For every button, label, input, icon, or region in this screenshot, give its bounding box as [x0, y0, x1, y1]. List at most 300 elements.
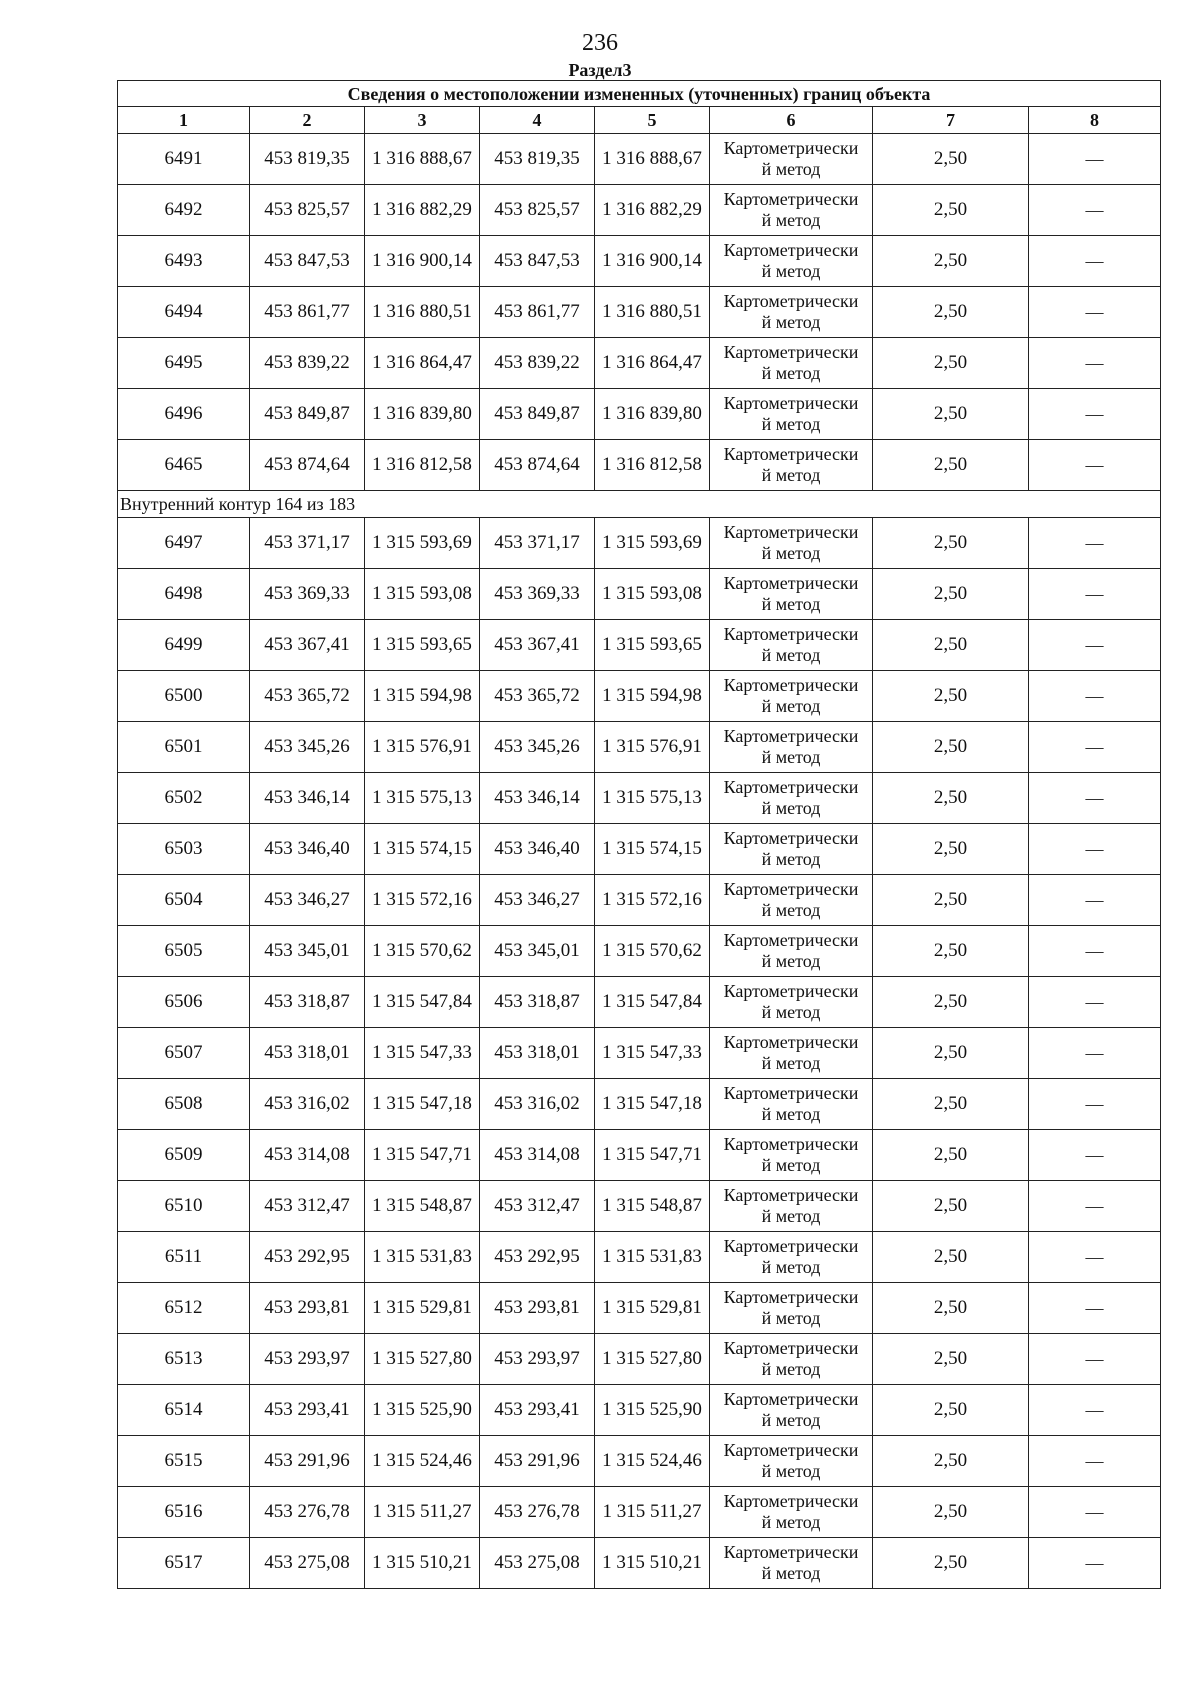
coord-y-refined: 1 316 880,51 [595, 287, 710, 338]
method-text-line2: й метод [761, 1308, 821, 1328]
method-text-line1: Картометрически [723, 981, 859, 1001]
method-text-line1: Картометрически [723, 1185, 859, 1205]
table-row [118, 236, 1161, 287]
method-cell [710, 185, 873, 236]
coord-x-existing: 453 314,08 [250, 1130, 365, 1181]
column-header: 2 [250, 107, 365, 134]
method-text-line2: й метод [761, 747, 821, 767]
point-number: 6494 [118, 287, 250, 338]
precision-value: 2,50 [873, 824, 1029, 875]
coord-y-refined: 1 315 547,33 [595, 1028, 710, 1079]
method-text-line2: й метод [761, 1359, 821, 1379]
coord-x-refined: 453 346,40 [480, 824, 595, 875]
coord-x-existing: 453 292,95 [250, 1232, 365, 1283]
dash-cell: — [1029, 824, 1161, 875]
coord-y-refined: 1 315 593,69 [595, 518, 710, 569]
coord-y-existing: 1 315 527,80 [365, 1334, 480, 1385]
coord-y-refined: 1 316 882,29 [595, 185, 710, 236]
method-cell [710, 287, 873, 338]
coord-x-existing: 453 293,81 [250, 1283, 365, 1334]
dash-cell: — [1029, 440, 1161, 491]
method-text-line1: Картометрически [723, 675, 859, 695]
precision-value: 2,50 [873, 620, 1029, 671]
method-cell [710, 236, 873, 287]
method-text-line2: й метод [761, 363, 821, 383]
method-text-line2: й метод [761, 849, 821, 869]
point-number: 6506 [118, 977, 250, 1028]
table-row [118, 671, 1161, 722]
method-text-line2: й метод [761, 951, 821, 971]
method-cell [710, 569, 873, 620]
method-text-line1: Картометрически [723, 342, 859, 362]
point-number: 6514 [118, 1385, 250, 1436]
precision-value: 2,50 [873, 1436, 1029, 1487]
method-cell [710, 926, 873, 977]
method-cell [710, 1028, 873, 1079]
coord-x-refined: 453 839,22 [480, 338, 595, 389]
coord-y-existing: 1 315 510,21 [365, 1538, 480, 1589]
precision-value: 2,50 [873, 722, 1029, 773]
coord-x-existing: 453 371,17 [250, 518, 365, 569]
dash-cell: — [1029, 1385, 1161, 1436]
table-row [118, 1079, 1161, 1130]
precision-value: 2,50 [873, 773, 1029, 824]
precision-value: 2,50 [873, 389, 1029, 440]
method-text-line2: й метод [761, 645, 821, 665]
method-text-line2: й метод [761, 1563, 821, 1583]
method-cell [710, 1385, 873, 1436]
method-text-line2: й метод [761, 900, 821, 920]
precision-value: 2,50 [873, 236, 1029, 287]
dash-cell: — [1029, 926, 1161, 977]
column-header: 7 [873, 107, 1029, 134]
table-row [118, 926, 1161, 977]
dash-cell: — [1029, 518, 1161, 569]
coord-y-refined: 1 315 575,13 [595, 773, 710, 824]
method-cell [710, 1181, 873, 1232]
method-cell [710, 1283, 873, 1334]
method-text-line2: й метод [761, 1002, 821, 1022]
coord-x-existing: 453 275,08 [250, 1538, 365, 1589]
coord-x-refined: 453 847,53 [480, 236, 595, 287]
point-number: 6491 [118, 134, 250, 185]
point-number: 6517 [118, 1538, 250, 1589]
coord-y-refined: 1 315 529,81 [595, 1283, 710, 1334]
dash-cell: — [1029, 287, 1161, 338]
precision-value: 2,50 [873, 1283, 1029, 1334]
table-row [118, 1181, 1161, 1232]
table-row [118, 185, 1161, 236]
coord-y-refined: 1 315 510,21 [595, 1538, 710, 1589]
table-row [118, 1232, 1161, 1283]
coord-y-refined: 1 315 570,62 [595, 926, 710, 977]
point-number: 6500 [118, 671, 250, 722]
coord-x-refined: 453 293,81 [480, 1283, 595, 1334]
coord-x-refined: 453 367,41 [480, 620, 595, 671]
coord-y-existing: 1 315 572,16 [365, 875, 480, 926]
coord-x-existing: 453 316,02 [250, 1079, 365, 1130]
precision-value: 2,50 [873, 1538, 1029, 1589]
method-text-line2: й метод [761, 1410, 821, 1430]
table-row [118, 824, 1161, 875]
point-number: 6492 [118, 185, 250, 236]
coord-x-refined: 453 819,35 [480, 134, 595, 185]
point-number: 6516 [118, 1487, 250, 1538]
coord-y-refined: 1 315 548,87 [595, 1181, 710, 1232]
method-cell [710, 977, 873, 1028]
precision-value: 2,50 [873, 440, 1029, 491]
point-number: 6495 [118, 338, 250, 389]
coord-x-refined: 453 365,72 [480, 671, 595, 722]
coord-y-refined: 1 315 547,84 [595, 977, 710, 1028]
coord-y-existing: 1 315 594,98 [365, 671, 480, 722]
precision-value: 2,50 [873, 287, 1029, 338]
precision-value: 2,50 [873, 1079, 1029, 1130]
dash-cell: — [1029, 1028, 1161, 1079]
method-cell [710, 518, 873, 569]
dash-cell: — [1029, 1181, 1161, 1232]
coord-y-existing: 1 316 839,80 [365, 389, 480, 440]
table-row [118, 977, 1161, 1028]
dash-cell: — [1029, 875, 1161, 926]
coord-x-refined: 453 314,08 [480, 1130, 595, 1181]
method-cell [710, 773, 873, 824]
coord-y-refined: 1 315 547,18 [595, 1079, 710, 1130]
coord-y-existing: 1 315 531,83 [365, 1232, 480, 1283]
method-cell [710, 722, 873, 773]
precision-value: 2,50 [873, 185, 1029, 236]
point-number: 6503 [118, 824, 250, 875]
coord-x-refined: 453 371,17 [480, 518, 595, 569]
coord-y-refined: 1 315 593,08 [595, 569, 710, 620]
method-cell [710, 1079, 873, 1130]
coord-x-refined: 453 346,14 [480, 773, 595, 824]
coord-x-refined: 453 316,02 [480, 1079, 595, 1130]
table-row [118, 1487, 1161, 1538]
table-row [118, 722, 1161, 773]
contour-label: Внутренний контур 164 из 183 [118, 491, 1161, 518]
method-text-line2: й метод [761, 1512, 821, 1532]
method-cell [710, 1334, 873, 1385]
coord-x-refined: 453 293,97 [480, 1334, 595, 1385]
method-text-line2: й метод [761, 159, 821, 179]
page-number: 236 [582, 30, 618, 56]
coord-x-refined: 453 318,01 [480, 1028, 595, 1079]
coord-y-existing: 1 315 593,08 [365, 569, 480, 620]
coord-y-refined: 1 315 576,91 [595, 722, 710, 773]
method-cell [710, 440, 873, 491]
coord-y-refined: 1 315 547,71 [595, 1130, 710, 1181]
method-text-line1: Картометрически [723, 291, 859, 311]
method-text-line2: й метод [761, 1155, 821, 1175]
coord-x-existing: 453 839,22 [250, 338, 365, 389]
table-row [118, 518, 1161, 569]
coord-y-existing: 1 315 547,71 [365, 1130, 480, 1181]
method-cell [710, 1538, 873, 1589]
coord-y-existing: 1 315 575,13 [365, 773, 480, 824]
precision-value: 2,50 [873, 977, 1029, 1028]
method-text-line1: Картометрически [723, 1287, 859, 1307]
method-cell [710, 824, 873, 875]
table-row [118, 1436, 1161, 1487]
method-text-line1: Картометрически [723, 189, 859, 209]
method-text-line1: Картометрически [723, 522, 859, 542]
dash-cell: — [1029, 1283, 1161, 1334]
column-header: 4 [480, 107, 595, 134]
coord-x-existing: 453 369,33 [250, 569, 365, 620]
dash-cell: — [1029, 620, 1161, 671]
dash-cell: — [1029, 1436, 1161, 1487]
table-row [118, 1385, 1161, 1436]
point-number: 6511 [118, 1232, 250, 1283]
point-number: 6505 [118, 926, 250, 977]
point-number: 6509 [118, 1130, 250, 1181]
coord-x-existing: 453 276,78 [250, 1487, 365, 1538]
coord-y-existing: 1 316 880,51 [365, 287, 480, 338]
method-text-line1: Картометрически [723, 828, 859, 848]
method-text-line1: Картометрически [723, 1440, 859, 1460]
precision-value: 2,50 [873, 1232, 1029, 1283]
method-text-line1: Картометрически [723, 1083, 859, 1103]
dash-cell: — [1029, 338, 1161, 389]
point-number: 6496 [118, 389, 250, 440]
method-text-line1: Картометрически [723, 1236, 859, 1256]
dash-cell: — [1029, 773, 1161, 824]
method-text-line2: й метод [761, 1206, 821, 1226]
point-number: 6502 [118, 773, 250, 824]
coord-x-existing: 453 346,27 [250, 875, 365, 926]
coord-x-refined: 453 825,57 [480, 185, 595, 236]
coord-y-existing: 1 315 593,69 [365, 518, 480, 569]
coord-y-existing: 1 315 547,33 [365, 1028, 480, 1079]
coord-x-refined: 453 292,95 [480, 1232, 595, 1283]
coord-x-refined: 453 849,87 [480, 389, 595, 440]
method-text-line1: Картометрически [723, 1134, 859, 1154]
point-number: 6512 [118, 1283, 250, 1334]
method-text-line2: й метод [761, 1053, 821, 1073]
coord-y-existing: 1 315 574,15 [365, 824, 480, 875]
coordinates-table [117, 80, 1161, 1589]
coord-y-refined: 1 316 839,80 [595, 389, 710, 440]
coord-x-refined: 453 318,87 [480, 977, 595, 1028]
precision-value: 2,50 [873, 338, 1029, 389]
method-text-line1: Картометрически [723, 1338, 859, 1358]
point-number: 6498 [118, 569, 250, 620]
point-number: 6465 [118, 440, 250, 491]
precision-value: 2,50 [873, 1487, 1029, 1538]
coord-x-existing: 453 874,64 [250, 440, 365, 491]
method-text-line2: й метод [761, 594, 821, 614]
table-row [118, 134, 1161, 185]
coord-y-refined: 1 316 900,14 [595, 236, 710, 287]
point-number: 6507 [118, 1028, 250, 1079]
coord-y-existing: 1 315 511,27 [365, 1487, 480, 1538]
coord-y-existing: 1 315 529,81 [365, 1283, 480, 1334]
coord-y-refined: 1 316 864,47 [595, 338, 710, 389]
column-header: 3 [365, 107, 480, 134]
point-number: 6515 [118, 1436, 250, 1487]
dash-cell: — [1029, 1232, 1161, 1283]
method-text-line1: Картометрически [723, 930, 859, 950]
coord-y-existing: 1 315 547,18 [365, 1079, 480, 1130]
precision-value: 2,50 [873, 1181, 1029, 1232]
table-row [118, 1283, 1161, 1334]
precision-value: 2,50 [873, 671, 1029, 722]
coord-y-existing: 1 315 548,87 [365, 1181, 480, 1232]
method-text-line1: Картометрически [723, 624, 859, 644]
method-text-line2: й метод [761, 1104, 821, 1124]
coord-y-existing: 1 316 864,47 [365, 338, 480, 389]
coord-y-refined: 1 315 527,80 [595, 1334, 710, 1385]
method-cell [710, 338, 873, 389]
coord-x-refined: 453 861,77 [480, 287, 595, 338]
coord-x-existing: 453 367,41 [250, 620, 365, 671]
dash-cell: — [1029, 722, 1161, 773]
point-number: 6501 [118, 722, 250, 773]
dash-cell: — [1029, 389, 1161, 440]
dash-cell: — [1029, 977, 1161, 1028]
coord-x-existing: 453 345,01 [250, 926, 365, 977]
table-row [118, 620, 1161, 671]
section-title: Раздел3 [568, 60, 632, 80]
coord-y-existing: 1 315 524,46 [365, 1436, 480, 1487]
method-cell [710, 389, 873, 440]
dash-cell: — [1029, 1334, 1161, 1385]
method-text-line2: й метод [761, 696, 821, 716]
coord-x-existing: 453 312,47 [250, 1181, 365, 1232]
method-text-line1: Картометрически [723, 444, 859, 464]
precision-value: 2,50 [873, 134, 1029, 185]
coord-x-existing: 453 293,97 [250, 1334, 365, 1385]
coord-x-refined: 453 345,01 [480, 926, 595, 977]
coord-x-existing: 453 861,77 [250, 287, 365, 338]
coord-x-refined: 453 345,26 [480, 722, 595, 773]
precision-value: 2,50 [873, 1385, 1029, 1436]
method-text-line1: Картометрически [723, 573, 859, 593]
precision-value: 2,50 [873, 875, 1029, 926]
method-cell [710, 671, 873, 722]
precision-value: 2,50 [873, 518, 1029, 569]
precision-value: 2,50 [873, 569, 1029, 620]
method-text-line2: й метод [761, 312, 821, 332]
point-number: 6510 [118, 1181, 250, 1232]
coord-y-existing: 1 315 593,65 [365, 620, 480, 671]
dash-cell: — [1029, 1538, 1161, 1589]
point-number: 6497 [118, 518, 250, 569]
coord-x-existing: 453 847,53 [250, 236, 365, 287]
coord-y-refined: 1 315 593,65 [595, 620, 710, 671]
table-row [118, 569, 1161, 620]
method-cell [710, 620, 873, 671]
dash-cell: — [1029, 1487, 1161, 1538]
table-row [118, 773, 1161, 824]
point-number: 6499 [118, 620, 250, 671]
coord-x-existing: 453 345,26 [250, 722, 365, 773]
coord-x-existing: 453 346,40 [250, 824, 365, 875]
coord-x-existing: 453 318,87 [250, 977, 365, 1028]
coord-x-existing: 453 849,87 [250, 389, 365, 440]
point-number: 6504 [118, 875, 250, 926]
precision-value: 2,50 [873, 1028, 1029, 1079]
table-row [118, 1130, 1161, 1181]
coord-y-refined: 1 315 531,83 [595, 1232, 710, 1283]
coord-y-existing: 1 315 576,91 [365, 722, 480, 773]
method-text-line1: Картометрически [723, 1542, 859, 1562]
method-text-line2: й метод [761, 414, 821, 434]
method-text-line1: Картометрически [723, 1032, 859, 1052]
dash-cell: — [1029, 1079, 1161, 1130]
coord-x-existing: 453 819,35 [250, 134, 365, 185]
table-row [118, 1028, 1161, 1079]
table-row [118, 440, 1161, 491]
coord-y-existing: 1 316 882,29 [365, 185, 480, 236]
coord-y-refined: 1 315 572,16 [595, 875, 710, 926]
method-text-line2: й метод [761, 465, 821, 485]
coord-x-existing: 453 365,72 [250, 671, 365, 722]
table-row [118, 1334, 1161, 1385]
column-header: 6 [710, 107, 873, 134]
contour-row [118, 491, 1161, 518]
method-text-line1: Картометрически [723, 1389, 859, 1409]
coord-y-refined: 1 315 524,46 [595, 1436, 710, 1487]
method-text-line1: Картометрически [723, 1491, 859, 1511]
method-text-line2: й метод [761, 543, 821, 563]
table-row [118, 1538, 1161, 1589]
coord-x-existing: 453 318,01 [250, 1028, 365, 1079]
table-row [118, 389, 1161, 440]
method-cell [710, 1487, 873, 1538]
method-text-line1: Картометрически [723, 879, 859, 899]
coord-y-existing: 1 316 900,14 [365, 236, 480, 287]
coord-x-refined: 453 346,27 [480, 875, 595, 926]
method-text-line2: й метод [761, 210, 821, 230]
table-row [118, 875, 1161, 926]
coord-y-refined: 1 316 812,58 [595, 440, 710, 491]
coord-x-refined: 453 275,08 [480, 1538, 595, 1589]
table-row [118, 338, 1161, 389]
coord-x-existing: 453 291,96 [250, 1436, 365, 1487]
coord-x-existing: 453 825,57 [250, 185, 365, 236]
method-text-line2: й метод [761, 261, 821, 281]
precision-value: 2,50 [873, 1334, 1029, 1385]
dash-cell: — [1029, 185, 1161, 236]
column-header: 5 [595, 107, 710, 134]
dash-cell: — [1029, 236, 1161, 287]
column-header: 1 [118, 107, 250, 134]
dash-cell: — [1029, 671, 1161, 722]
coord-y-existing: 1 315 547,84 [365, 977, 480, 1028]
coord-y-refined: 1 315 594,98 [595, 671, 710, 722]
method-text-line1: Картометрически [723, 393, 859, 413]
coord-x-refined: 453 291,96 [480, 1436, 595, 1487]
coord-x-refined: 453 369,33 [480, 569, 595, 620]
coord-x-refined: 453 293,41 [480, 1385, 595, 1436]
coord-y-refined: 1 316 888,67 [595, 134, 710, 185]
method-text-line1: Картометрически [723, 138, 859, 158]
point-number: 6508 [118, 1079, 250, 1130]
table-caption: Сведения о местоположении измененных (уточненных) границ объекта [118, 81, 1161, 107]
precision-value: 2,50 [873, 926, 1029, 977]
table-row [118, 287, 1161, 338]
method-text-line2: й метод [761, 1257, 821, 1277]
coord-y-refined: 1 315 511,27 [595, 1487, 710, 1538]
method-cell [710, 875, 873, 926]
coord-y-existing: 1 316 812,58 [365, 440, 480, 491]
coord-x-refined: 453 312,47 [480, 1181, 595, 1232]
point-number: 6493 [118, 236, 250, 287]
method-text-line1: Картометрически [723, 240, 859, 260]
method-cell [710, 134, 873, 185]
